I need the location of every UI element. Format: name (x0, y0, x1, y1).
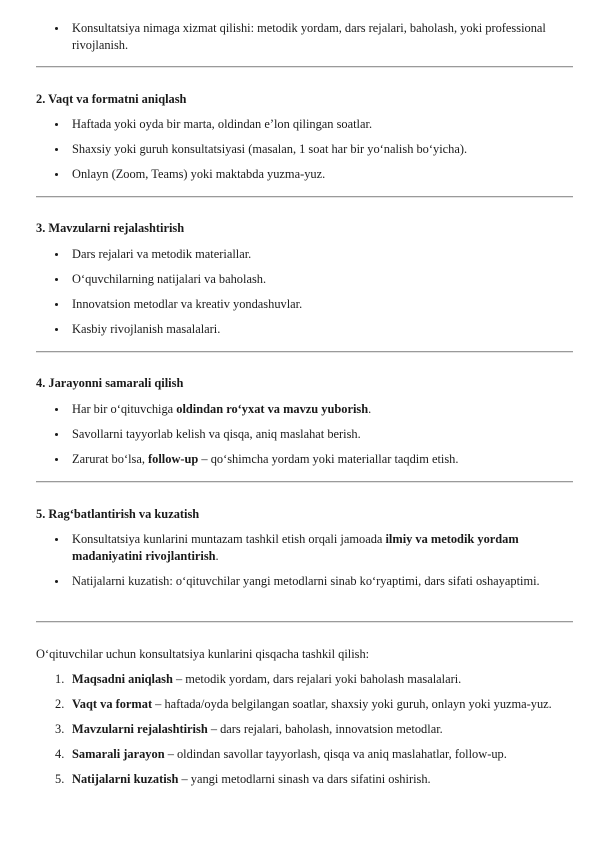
list-item (0, 246, 595, 263)
section-list (0, 531, 595, 598)
bold-text: Mavzularni rejalashtirish (72, 722, 208, 736)
item-number: 4. (55, 747, 65, 761)
item-number: 1. (55, 672, 65, 686)
text-run: – yangi metodlarni sinash va dars sifatini oshirish. (178, 772, 431, 786)
section-heading: 3. Mavzularni rejalashtirish (36, 221, 185, 235)
text-run: – metodik yordam, dars rejalari yoki baholash masalalari. (172, 672, 462, 686)
section-heading: 2. Vaqt va formatni aniqlash (36, 92, 187, 106)
bold-text: Maqsadni aniqlash (72, 672, 173, 686)
item-number: 3. (55, 722, 65, 736)
list-item-text: Konsultatsiya nimaga xizmat qilishi: metodik yordam, dars rejalari, baholash, yoki professional rivojlanish. (72, 21, 546, 52)
bullet-icon (55, 328, 58, 331)
section-heading: 5. Rag‘batlantirish va kuzatish (36, 507, 200, 521)
list-item (0, 116, 595, 133)
bold-text: follow-up (148, 452, 199, 466)
bold-text: Samarali jarayon (72, 747, 165, 761)
list-item-text: Innovatsion metodlar va kreativ yondashuvlar. (72, 297, 303, 311)
bullet-icon (55, 148, 58, 151)
bold-text: Vaqt va format (72, 697, 153, 711)
list-item (0, 321, 595, 338)
item-number: 2. (55, 697, 65, 711)
list-item-text: Savollarni tayyorlab kelish va qisqa, aniq maslahat berish. (72, 427, 361, 441)
list-item-text: O‘quvchilarning natijalari va baholash. (72, 272, 267, 286)
section-list (0, 116, 595, 191)
list-item-text: Onlayn (Zoom, Teams) yoki maktabda yuzma-yuz. (72, 167, 326, 181)
text-run: Har bir o‘qituvchiga (72, 402, 177, 416)
list-item (0, 451, 595, 468)
list-item-text: Dars rejalari va metodik materiallar. (72, 247, 252, 261)
bullet-icon (55, 278, 58, 281)
bullet-icon (55, 538, 58, 541)
bold-text: Natijalarni kuzatish (72, 772, 179, 786)
list-item-text: Natijalarni kuzatish: o‘qituvchilar yangi metodlarni sinab ko‘ryaptimi, dars sifati oshayaptimi. (72, 574, 540, 588)
list-item (0, 426, 595, 443)
numbered-item (0, 696, 595, 713)
text-run: – haftada/oyda belgilangan soatlar, shaxsiy yoki guruh, onlayn yoki yuzma-yuz. (152, 697, 552, 711)
divider (36, 621, 573, 623)
bullet-icon (55, 580, 58, 583)
list-item (0, 141, 595, 158)
bullet-icon (55, 433, 58, 436)
text-run: – oldindan savollar tayyorlash, qisqa va aniq maslahatlar, follow-up. (164, 747, 507, 761)
section-heading: 4. Jarayonni samarali qilish (36, 376, 184, 390)
text-run: . (368, 402, 372, 416)
numbered-item (0, 721, 595, 738)
bold-text: ilmiy va metodik yordam madaniyatini rivojlantirish (72, 532, 519, 563)
list-item (0, 531, 595, 565)
section-list (0, 246, 595, 346)
list-item (0, 401, 595, 418)
bullet-icon (55, 408, 58, 411)
summary-list (0, 671, 595, 796)
section-list (0, 401, 595, 476)
text-run: – qo‘shimcha yordam yoki materiallar taqdim etish. (198, 452, 459, 466)
bullet-icon (55, 123, 58, 126)
list-item-text: Haftada yoki oyda bir marta, oldindan e’lon qilingan soatlar. (72, 117, 373, 131)
list-item (0, 20, 595, 54)
list-item-text: Shaxsiy yoki guruh konsultatsiyasi (masalan, 1 soat har bir yo‘nalish bo‘yicha). (72, 142, 468, 156)
numbered-item (0, 746, 595, 763)
text-run: – dars rejalari, baholash, innovatsion metodlar. (207, 722, 443, 736)
bullet-icon (55, 27, 58, 30)
bullet-icon (55, 303, 58, 306)
divider (36, 196, 573, 198)
bold-text: oldindan ro‘yxat va mavzu yuborish (176, 402, 369, 416)
divider (36, 481, 573, 483)
item-number: 5. (55, 772, 65, 786)
bullet-icon (55, 253, 58, 256)
text-run: Zarurat bo‘lsa, (72, 452, 149, 466)
list-item (0, 296, 595, 313)
bullet-icon (55, 173, 58, 176)
summary-intro: O‘qituvchilar uchun konsultatsiya kunlarini qisqacha tashkil qilish: (36, 647, 370, 661)
list-item (0, 166, 595, 183)
list-item (0, 271, 595, 288)
divider (36, 66, 573, 68)
numbered-item (0, 771, 595, 788)
list-item (0, 573, 595, 590)
divider (36, 351, 573, 353)
numbered-item (0, 671, 595, 688)
bullet-icon (55, 458, 58, 461)
text-run: Konsultatsiya kunlarini muntazam tashkil etish orqali jamoada (72, 532, 386, 546)
top-list (0, 20, 595, 62)
text-run: . (215, 549, 219, 563)
list-item-text: Kasbiy rivojlanish masalalari. (72, 322, 221, 336)
